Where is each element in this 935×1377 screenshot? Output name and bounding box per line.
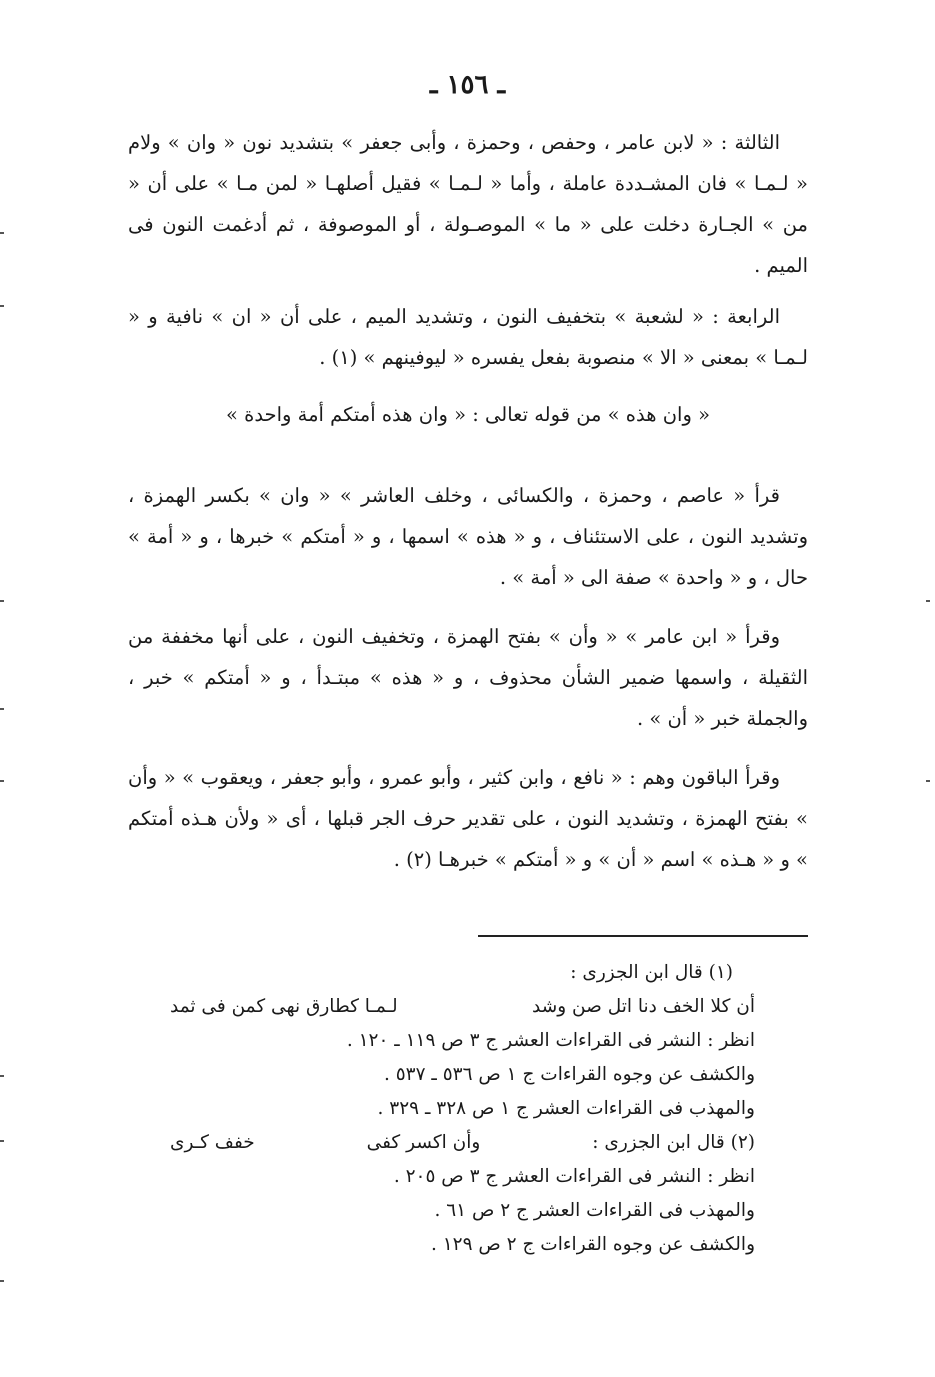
- footnote-2-title: (٢) قال ابن الجزرى :: [592, 1132, 755, 1153]
- paragraph-third-reading: الثالثة : « لابن عامر ، وحفص ، وحمزة ، وأبى جعفر » بتشديد نون « وان » ولام « لـمـا » فان المشـددة عاملة ، وأما « لـمـا » فقيل أصلهـا « لمن مـا » على أن « من » الجـارة دخلت على « ما » الموصـولة ، أو الموصوفة ، ثم أدغمت النون فى الميم .: [128, 131, 808, 277]
- footnote-1-verse-second-half: لـمـا كطارق نهى كمن فى ثمد: [170, 996, 398, 1017]
- scan-edge-mark: [0, 232, 4, 234]
- footnote-1-verse: [170, 990, 755, 1024]
- quranic-verse-heading: « وان هذه » من قوله تعالى : « وان هذه أمتكم أمة واحدة »: [225, 403, 711, 426]
- footnote-1-title: (١) قال ابن الجزرى :: [570, 962, 733, 983]
- footnote-2-reference: والكشف عن وجوه القراءات ج ٢ ص ١٢٩ .: [430, 1234, 755, 1255]
- body-text: [128, 122, 808, 880]
- paragraph-reading-others: وقرأ الباقون وهم : « نافع ، وابن كثير ، وأبو عمرو ، وأبو جعفر ، ويعقوب » « وأن » بفتح الهمزة ، وتشديد النون ، على تقدير حرف الجر قبلها ، أى « ولأن هـذه أمتكم » و « هـذه » اسم « أن » و « أمتكم » خبرهـا (٢) .: [128, 766, 808, 871]
- paragraph-reading-ibn-amir: وقرأ « ابن عامر » « وأن » بفتح الهمزة ، وتخفيف النون ، على أنها مخففة من الثقيلة ، واسمها ضمير الشأن محذوف ، و « هذه » مبتـدأ ، و « أمتكم » خبر ، والجملة خبر « أن » .: [128, 625, 808, 730]
- scan-edge-mark: [0, 1280, 4, 1282]
- footnote-1-verse-first-half: أن كلا الخف دنا اتل صن وشد: [532, 996, 755, 1017]
- scan-edge-mark: [0, 1140, 4, 1142]
- footnote-separator: [478, 935, 808, 937]
- paragraph-fourth-reading: الرابعة : « لشعبة » بتخفيف النون ، وتشديد الميم ، على أن « ان » نافية و « لـمـا » بمعنى « الا » منصوبة بفعل يفسره « ليوفينهم » (١) .: [128, 305, 808, 369]
- footnote-1-reference: والكشف عن وجوه القراءات ج ١ ص ٥٣٦ ـ ٥٣٧ .: [383, 1064, 755, 1085]
- scan-edge-mark: [0, 1075, 4, 1077]
- page-number: ـ ١٥٦ ـ: [429, 70, 506, 100]
- scan-edge-mark: [0, 708, 4, 710]
- footnotes: [170, 956, 755, 1262]
- footnote-1-reference: انظر : النشر فى القراءات العشر ج ٣ ص ١١٩ ـ ١٢٠ .: [346, 1030, 755, 1051]
- footnote-2-verse-second-half: خفف كـرى: [170, 1132, 255, 1153]
- scan-edge-mark: [926, 600, 930, 602]
- scan-edge-mark: [0, 305, 4, 307]
- footnote-2-verse-first-half: وأن اكسر كفى: [366, 1132, 481, 1153]
- footnote-2-reference: انظر : النشر فى القراءات العشر ج ٣ ص ٢٠٥ .: [393, 1166, 755, 1187]
- footnote-1-reference: والمهذب فى القراءات العشر ج ١ ص ٣٢٨ ـ ٣٢٩ .: [377, 1098, 755, 1119]
- scan-edge-mark: [0, 600, 4, 602]
- footnote-2-title-line: [170, 1126, 755, 1160]
- scan-edge-mark: [926, 780, 930, 782]
- scan-edge-mark: [0, 780, 4, 782]
- footnote-2-reference: والمهذب فى القراءات العشر ج ٢ ص ٦١ .: [434, 1200, 755, 1221]
- paragraph-reading-kasr: قرأ « عاصم ، وحمزة ، والكسائى ، وخلف العاشر » « وان » بكسر الهمزة ، وتشديد النون ، على الاستئناف ، و « هذه » اسمها ، و « أمتكم » خبرها ، و « أمة » حال ، و « واحدة » صفة الى « أمة » .: [128, 484, 808, 589]
